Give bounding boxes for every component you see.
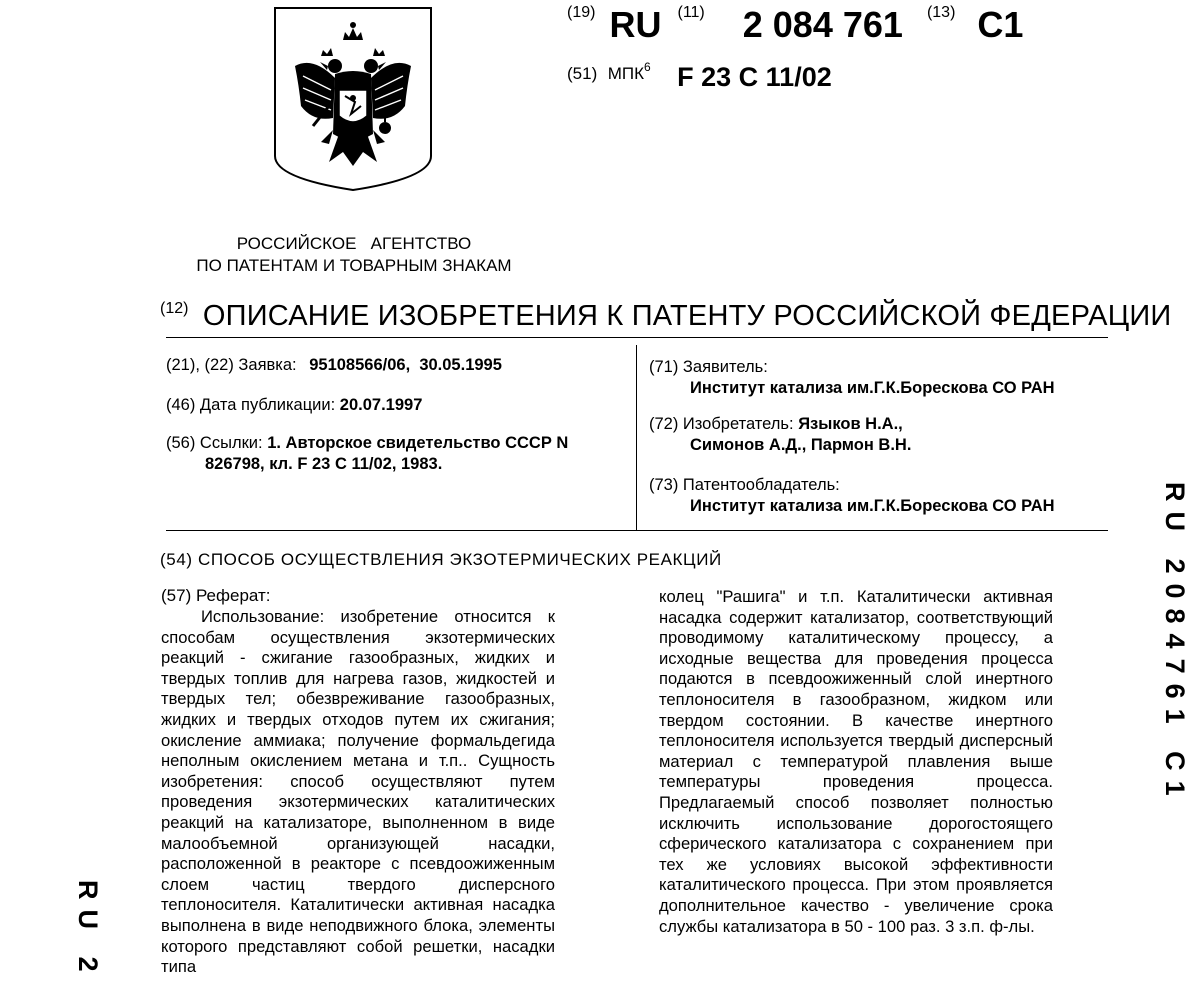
applicant-value: Институт катализа им.Г.К.Борескова СО РАН xyxy=(690,379,1055,397)
inid-13: (13) xyxy=(926,4,956,21)
inventor-value-1: Языков Н.А., xyxy=(798,415,903,433)
publication-field xyxy=(166,395,422,416)
application-label: (21), (22) Заявка: xyxy=(166,356,297,374)
owner-value: Институт катализа им.Г.К.Борескова СО РАН xyxy=(690,497,1055,515)
coat-of-arms-emblem xyxy=(273,6,433,192)
patent-id-row xyxy=(567,4,1023,46)
application-field xyxy=(166,355,502,376)
ipc-row xyxy=(567,62,832,93)
agency-name xyxy=(180,233,528,277)
ipc-label: МПК xyxy=(607,64,644,83)
inid-11: (11) xyxy=(677,4,705,21)
publication-value: 20.07.1997 xyxy=(339,396,423,414)
references-value-1: 1. Авторское свидетельство СССР N xyxy=(267,434,569,452)
abstract-label: (57) Реферат: xyxy=(161,586,271,605)
ipc-edition: 6 xyxy=(643,60,651,74)
inid-12: (12) xyxy=(160,300,189,317)
applicant-label: (71) Заявитель: xyxy=(649,358,768,376)
inventor-value-2: Симонов А.Д., Пармон В.Н. xyxy=(690,436,912,454)
owner-label: (73) Патентообладатель: xyxy=(649,476,840,494)
agency-line-1: РОССИЙСКОЕ АГЕНТСТВО xyxy=(236,234,472,253)
document-title-text: ОПИСАНИЕ ИЗОБРЕТЕНИЯ К ПАТЕНТУ РОССИЙСКОЙ ФЕДЕРАЦИИ xyxy=(202,300,1172,332)
references-field xyxy=(166,433,618,475)
owner-field xyxy=(649,475,1055,517)
side-patent-number-right: RU 2084761 C1 xyxy=(1160,482,1190,806)
abstract-left-text: Использование: изобретение относится к способам осуществления экзотермических реакций - сжигание газообразных, жидких и твердых топлив для нагрева газов, жидкостей и твердых тел; обезвреживание газообразных, жидких и твердых отходов путем их сжигания; окисление аммиака; получение формальдегида неполным окислением метана и т.п.. Сущность изобретения: способ осуществляют путем проведения экзотермических каталитических реакций на катализаторе, выполненном в виде малообъемной организующей насадки, расположенной в реакторе с псевдоожиженным слоем частиц твердого дисперсного теплоносителя. Каталитически активная насадка выполнена в виде неподвижного блока, элементы которого представляют собой решетки, насадки типа xyxy=(161,607,555,977)
invention-title: (54) СПОСОБ ОСУЩЕСТВЛЕНИЯ ЭКЗОТЕРМИЧЕСКИХ РЕАКЦИЙ xyxy=(160,550,722,569)
ipc-class: F 23 C 11/02 xyxy=(677,62,832,92)
divider-top xyxy=(166,337,1108,338)
abstract-column-left xyxy=(161,607,555,978)
inventor-field xyxy=(649,414,911,456)
document-title xyxy=(160,300,1171,333)
agency-line-2: ПО ПАТЕНТАМ И ТОВАРНЫМ ЗНАКАМ xyxy=(196,256,512,275)
inid-19: (19) xyxy=(567,4,596,21)
kind-code: C1 xyxy=(977,4,1024,45)
divider-vertical xyxy=(636,345,637,530)
side-patent-number-left: RU 2 xyxy=(73,880,103,982)
country-code: RU xyxy=(609,4,662,45)
applicant-field xyxy=(649,357,1055,399)
divider-bottom xyxy=(166,530,1108,531)
abstract-right-text: колец "Рашига" и т.п. Каталитически активная насадка содержит катализатор, соответствующий проводимому каталитическому процессу, а исходные вещества для проведения процесса подаются в псевдоожиженный слой инертного теплоносителя в газообразном, жидком или твердом состоянии. В качестве инертного теплоносителя используется твердый дисперсный материал с температурой плавления выше температуры проведения процесса. Предлагаемый способ позволяет полностью исключить использование дорогостоящего сферического катализатора с сохранением при тех же условиях высокой эффективности каталитического процесса. При этом проявляется дополнительное качество - увеличение срока службы катализатора в 50 - 100 раз. 3 з.п. ф-лы. xyxy=(659,587,1053,936)
patent-number: 2 084 761 xyxy=(742,4,903,45)
publication-label: (46) Дата публикации: xyxy=(166,396,336,414)
abstract-column-right xyxy=(659,587,1053,937)
references-value-2: 826798, кл. F 23 C 11/02, 1983. xyxy=(205,455,443,473)
inid-51: (51) xyxy=(567,64,598,83)
inventor-label: (72) Изобретатель: xyxy=(649,415,794,433)
references-label: (56) Ссылки: xyxy=(166,434,263,452)
application-value: 95108566/06, 30.05.1995 xyxy=(309,356,502,374)
